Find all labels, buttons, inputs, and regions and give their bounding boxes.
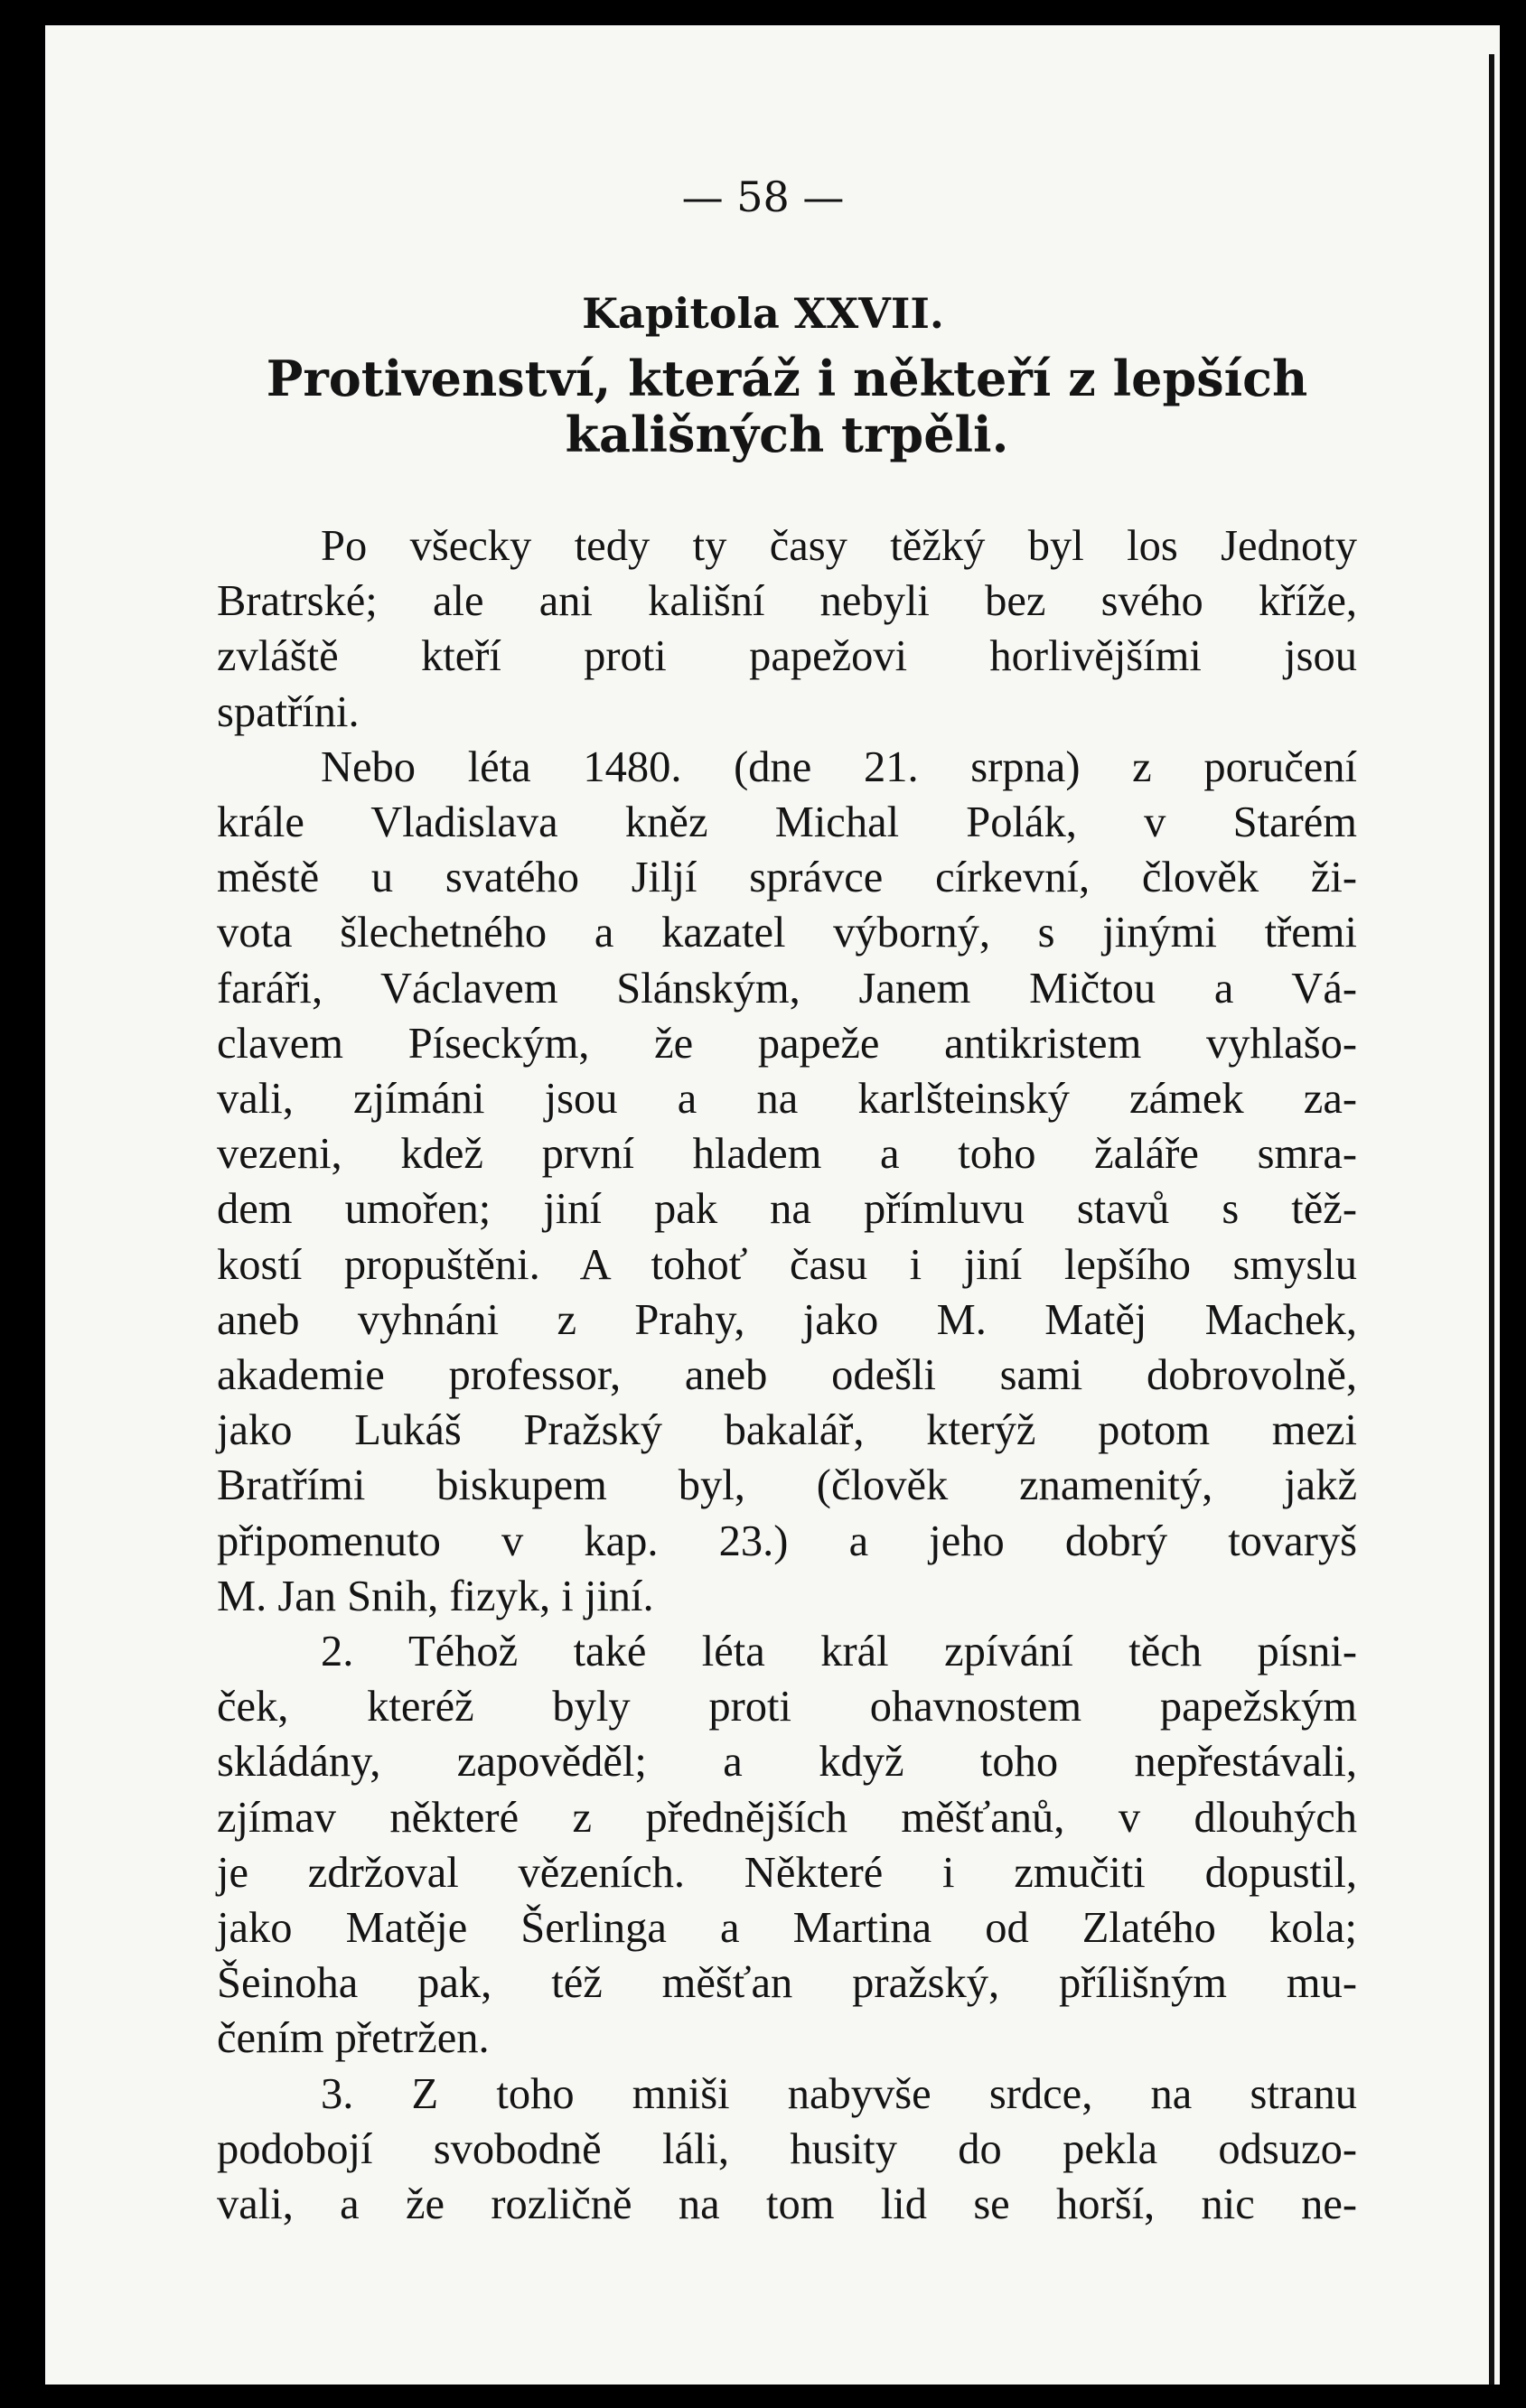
paragraph-2	[217, 740, 1357, 1624]
paragraph-3	[217, 1624, 1357, 2067]
text-line: zvláště kteří proti papežovi horlivějšími jsou	[217, 632, 1357, 681]
text-line: jako Matěje Šerlinga a Martina od Zlatého kola;	[217, 1904, 1357, 1953]
text-line: aneb vyhnáni z Prahy, jako M. Matěj Machek,	[217, 1295, 1357, 1344]
text-line: M. Jan Snih, fizyk, i jiní.	[217, 1572, 654, 1620]
text-line: ček, kteréž byly proti ohavnostem papežským	[217, 1683, 1357, 1731]
text-line: 2. Téhož také léta král zpívání těch písni-	[321, 1628, 1357, 1676]
text-line: faráři, Václavem Slánským, Janem Mičtou a Vá-	[217, 964, 1357, 1013]
text-line: připomenuto v kap. 23.) a jeho dobrý tovaryš	[217, 1517, 1357, 1565]
text-line: spatříni.	[217, 687, 360, 736]
text-line: čením přetržen.	[217, 2014, 490, 2063]
text-line: kostí propuštěni. A tohoť času i jiní lepšího smyslu	[217, 1240, 1357, 1289]
page-number: — 58 —	[681, 173, 845, 221]
text-line: krále Vladislava kněz Michal Polák, v Starém	[217, 798, 1357, 847]
paragraph-1	[217, 518, 1357, 740]
page-edge-border	[1489, 54, 1494, 2385]
text-line: dem umořen; jiní pak na přímluvu stavů s těž-	[217, 1185, 1357, 1234]
text-line: vali, zjímáni jsou a na karlšteinský zámek za-	[217, 1075, 1357, 1124]
text-line: 3. Z toho mniši nabyvše srdce, na stranu	[321, 2069, 1357, 2118]
chapter-title: Protivenství, kteráž i někteří z lepších kališných trpěli.	[266, 350, 1308, 463]
text-line: Šeinoha pak, též měšťan pražský, přílišným mu-	[217, 1959, 1357, 2008]
text-line: skládány, zapověděl; a když toho nepřestávali,	[217, 1738, 1357, 1787]
text-line: clavem Píseckým, že papeže antikristem vyhlašo-	[217, 1019, 1357, 1068]
text-line: vezeni, kdež první hladem a toho žaláře smra-	[217, 1130, 1357, 1179]
text-line: vali, a že rozličně na tom lid se horší, nic ne-	[217, 2180, 1357, 2229]
chapter-label: Kapitola XXVII.	[582, 289, 944, 338]
text-line: podobojí svobodně láli, husity do pekla odsuzo-	[217, 2124, 1357, 2173]
text-line: jako Lukáš Pražský bakalář, kterýž potom mezi	[217, 1406, 1357, 1455]
body-text	[217, 518, 1357, 2232]
text-line: je zdržoval vězeních. Některé i zmučiti dopustil,	[217, 1848, 1357, 1897]
paragraph-4	[217, 2067, 1357, 2233]
text-line: Nebo léta 1480. (dne 21. srpna) z poručení	[321, 742, 1357, 791]
text-line: vota šlechetného a kazatel výborný, s jinými třemi	[217, 909, 1357, 957]
text-line: zjímav některé z přednějších měšťanů, v dlouhých	[217, 1793, 1357, 1842]
text-line: akademie professor, aneb odešli sami dobrovolně,	[217, 1351, 1357, 1400]
text-line: Bratřími biskupem byl, (člověk znamenitý, jakž	[217, 1461, 1357, 1510]
text-line: městě u svatého Jiljí správce církevní, člověk ži-	[217, 854, 1357, 902]
text-line: Po všecky tedy ty časy těžký byl los Jednoty	[321, 522, 1357, 570]
text-line: Bratrské; ale ani kališní nebyli bez svého kříže,	[217, 577, 1357, 626]
